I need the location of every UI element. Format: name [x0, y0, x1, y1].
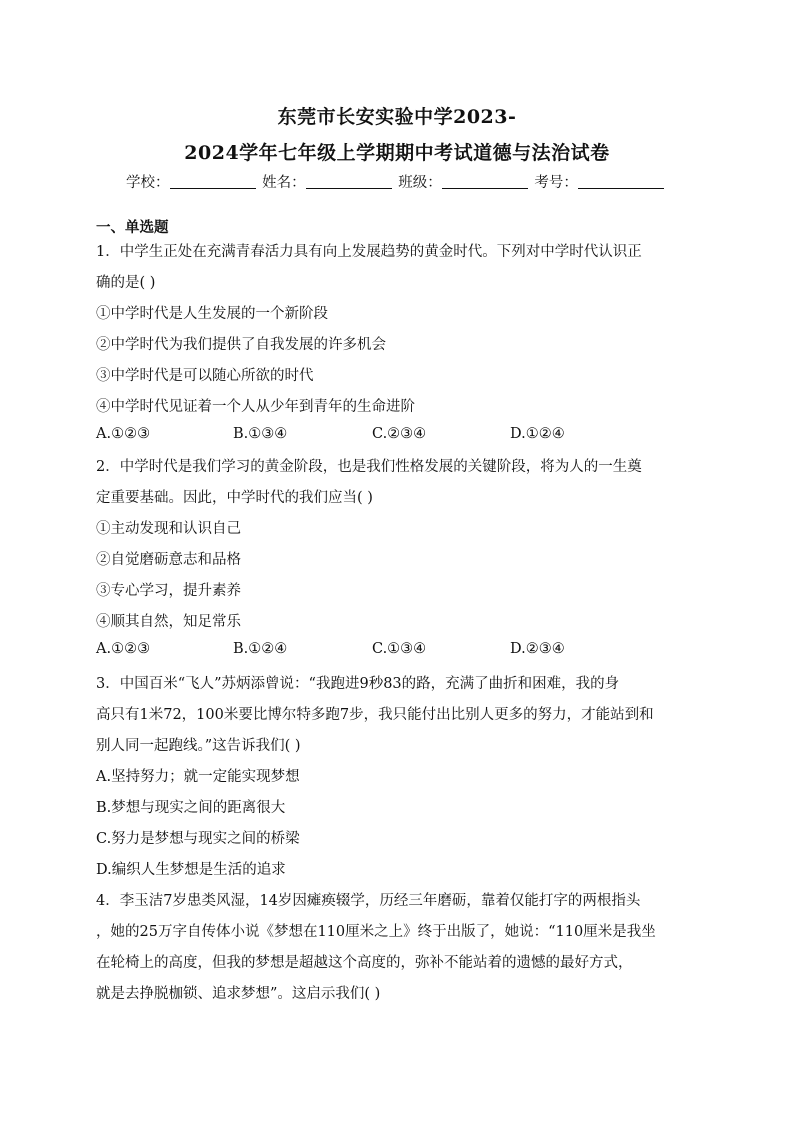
- q2-item-3: ③专心学习，提升素养: [96, 583, 241, 599]
- q3-option-d[interactable]: D.编织人生梦想是生活的追求: [96, 862, 286, 878]
- exam-number-label: 考号：: [534, 175, 578, 191]
- q4-stem-line-1: 4．李玉洁7岁患类风湿，14岁因瘫痪辍学，历经三年磨砺，靠着仅能打字的两根指头: [96, 893, 641, 909]
- q1-item-4: ④中学时代见证着一个人从少年到青年的生命进阶: [96, 399, 415, 415]
- q1-item-2: ②中学时代为我们提供了自我发展的许多机会: [96, 337, 386, 353]
- q3-option-b[interactable]: B.梦想与现实之间的距离很大: [96, 800, 286, 816]
- q2-option-b[interactable]: B.①②④: [233, 641, 288, 657]
- q3-stem-line-3: 别人同一起跑线。”这告诉我们( ): [96, 738, 301, 754]
- q3-stem-line-1: 3．中国百米“飞人”苏炳添曾说：“我跑进9秒83的路，充满了曲折和困难，我的身: [96, 676, 620, 692]
- q1-stem-line-2: 确的是( ): [96, 275, 156, 291]
- name-blank: [306, 174, 392, 189]
- q2-option-d[interactable]: D.②③④: [510, 641, 565, 657]
- q1-item-1: ①中学时代是人生发展的一个新阶段: [96, 306, 328, 322]
- exam-title-line-1: 东莞市长安实验中学2023-: [277, 106, 517, 128]
- q4-stem-line-4: 就是去挣脱枷锁、追求梦想”。这启示我们( ): [96, 986, 381, 1002]
- q3-option-c[interactable]: C.努力是梦想与现实之间的桥梁: [96, 831, 300, 847]
- q4-stem-line-3: 在轮椅上的高度，但我的梦想是超越这个高度的，弥补不能站着的遗憾的最好方式，: [96, 955, 633, 971]
- q2-item-4: ④顺其自然，知足常乐: [96, 614, 241, 630]
- q2-option-c[interactable]: C.①③④: [372, 641, 427, 657]
- q1-option-d[interactable]: D.①②④: [510, 426, 565, 442]
- q1-item-3: ③中学时代是可以随心所欲的时代: [96, 368, 314, 384]
- q1-option-a[interactable]: A.①②③: [96, 426, 151, 442]
- q3-option-a[interactable]: A.坚持努力；就一定能实现梦想: [96, 769, 300, 785]
- q2-item-1: ①主动发现和认识自己: [96, 521, 241, 537]
- exam-title-line-2: 2024学年七年级上学期期中考试道德与法治试卷: [184, 142, 610, 164]
- student-info-row: [126, 171, 666, 192]
- q2-option-a[interactable]: A.①②③: [96, 641, 151, 657]
- q1-stem-line-1: 1．中学生正处在充满青春活力具有向上发展趋势的黄金时代。下列对中学时代认识正: [96, 244, 642, 260]
- q2-stem-line-2: 定重要基础。因此，中学时代的我们应当( ): [96, 490, 373, 506]
- class-blank: [442, 174, 528, 189]
- q3-stem-line-2: 高只有1米72，100米要比博尔特多跑7步，我只能付出比别人更多的努力，才能站到和: [96, 707, 654, 723]
- q1-option-b[interactable]: B.①③④: [233, 426, 288, 442]
- exam-number-blank: [578, 174, 664, 189]
- q4-stem-line-2: ，她的25万字自传体小说《梦想在110厘米之上》终于出版了，她说：“110厘米是我坐: [96, 924, 656, 940]
- section-title: 一、单选题: [96, 219, 169, 236]
- school-label: 学校：: [126, 175, 170, 191]
- school-blank: [170, 174, 256, 189]
- name-label: 姓名：: [262, 175, 306, 191]
- q2-stem-line-1: 2．中学时代是我们学习的黄金阶段，也是我们性格发展的关键阶段，将为人的一生奠: [96, 459, 642, 475]
- q1-option-c[interactable]: C.②③④: [372, 426, 427, 442]
- q2-item-2: ②自觉磨砺意志和品格: [96, 552, 241, 568]
- class-label: 班级：: [398, 175, 442, 191]
